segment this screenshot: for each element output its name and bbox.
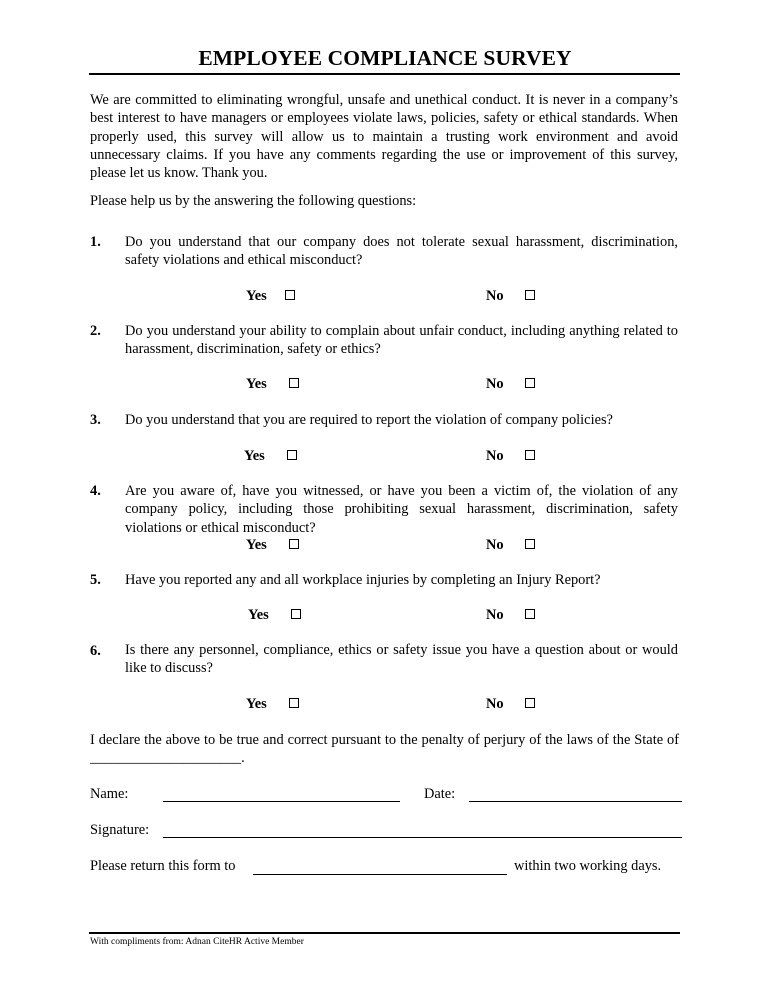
no-checkbox[interactable] [525, 450, 535, 460]
question-text: Is there any personnel, compliance, ethics or safety issue you have a question about or would like to discuss? [125, 642, 678, 677]
page-title: EMPLOYEE COMPLIANCE SURVEY [198, 46, 572, 70]
question-text: Are you aware of, have you witnessed, or have you been a victim of, the violation of any company policy, including those prohibiting sexual harassment, discrimination, safety violations or ethical misconduct? [125, 483, 678, 536]
yes-checkbox[interactable] [285, 290, 295, 300]
no-label: No [486, 448, 504, 464]
return-to-field[interactable] [253, 874, 507, 875]
yes-label: Yes [246, 537, 267, 553]
yes-label: Yes [246, 288, 267, 304]
yes-checkbox[interactable] [289, 378, 299, 388]
no-checkbox[interactable] [525, 290, 535, 300]
declaration-text: I declare the above to be true and correct pursuant to the penalty of perjury of the laws of the State of _____________________. [90, 732, 679, 767]
no-checkbox[interactable] [525, 609, 535, 619]
question-text: Do you understand that our company does not tolerate sexual harassment, discrimination, safety violations and ethical misconduct? [125, 234, 678, 269]
no-checkbox[interactable] [525, 378, 535, 388]
no-label: No [486, 288, 504, 304]
name-field[interactable] [163, 801, 400, 802]
question-number: 4. [90, 483, 101, 499]
yes-label: Yes [246, 376, 267, 392]
signature-field[interactable] [163, 837, 682, 838]
yes-checkbox[interactable] [291, 609, 301, 619]
yes-label: Yes [248, 607, 269, 623]
instructions-text: Please help us by the answering the following questions: [90, 193, 417, 209]
footer-text: With compliments from: Adnan CiteHR Active Member [90, 937, 304, 947]
signature-label: Signature: [90, 822, 150, 838]
name-label: Name: [90, 786, 129, 802]
question-text: Do you understand that you are required to report the violation of company policies? [125, 412, 613, 428]
return-suffix-text: within two working days. [514, 858, 662, 874]
title-divider [89, 73, 680, 75]
yes-checkbox[interactable] [289, 698, 299, 708]
return-prefix-text: Please return this form to [90, 858, 236, 874]
yes-checkbox[interactable] [287, 450, 297, 460]
question-text: Have you reported any and all workplace injuries by completing an Injury Report? [125, 572, 601, 588]
yes-label: Yes [246, 696, 267, 712]
question-text: Do you understand your ability to complain about unfair conduct, including anything related to harassment, discrimination, safety or ethics? [125, 323, 678, 358]
intro-paragraph: We are committed to eliminating wrongful, unsafe and unethical conduct. It is never in a company’s best interest to have managers or employees violate laws, policies, safety or ethical standards. When properly used, this survey will allow us to maintain a trusting work environment and avoid unnecessary claims. If you have any comments regarding the use or improvement of this survey, please let us know. Thank you. [90, 92, 678, 182]
no-label: No [486, 376, 504, 392]
date-field[interactable] [469, 801, 682, 802]
no-checkbox[interactable] [525, 539, 535, 549]
no-label: No [486, 696, 504, 712]
footer-divider [89, 932, 680, 934]
yes-label: Yes [244, 448, 265, 464]
question-number: 3. [90, 412, 101, 428]
no-checkbox[interactable] [525, 698, 535, 708]
question-number: 5. [90, 572, 101, 588]
question-number: 2. [90, 323, 101, 339]
date-label: Date: [424, 786, 456, 802]
yes-checkbox[interactable] [289, 539, 299, 549]
no-label: No [486, 607, 504, 623]
no-label: No [486, 537, 504, 553]
question-number: 1. [90, 234, 101, 250]
question-number: 6. [90, 643, 101, 659]
